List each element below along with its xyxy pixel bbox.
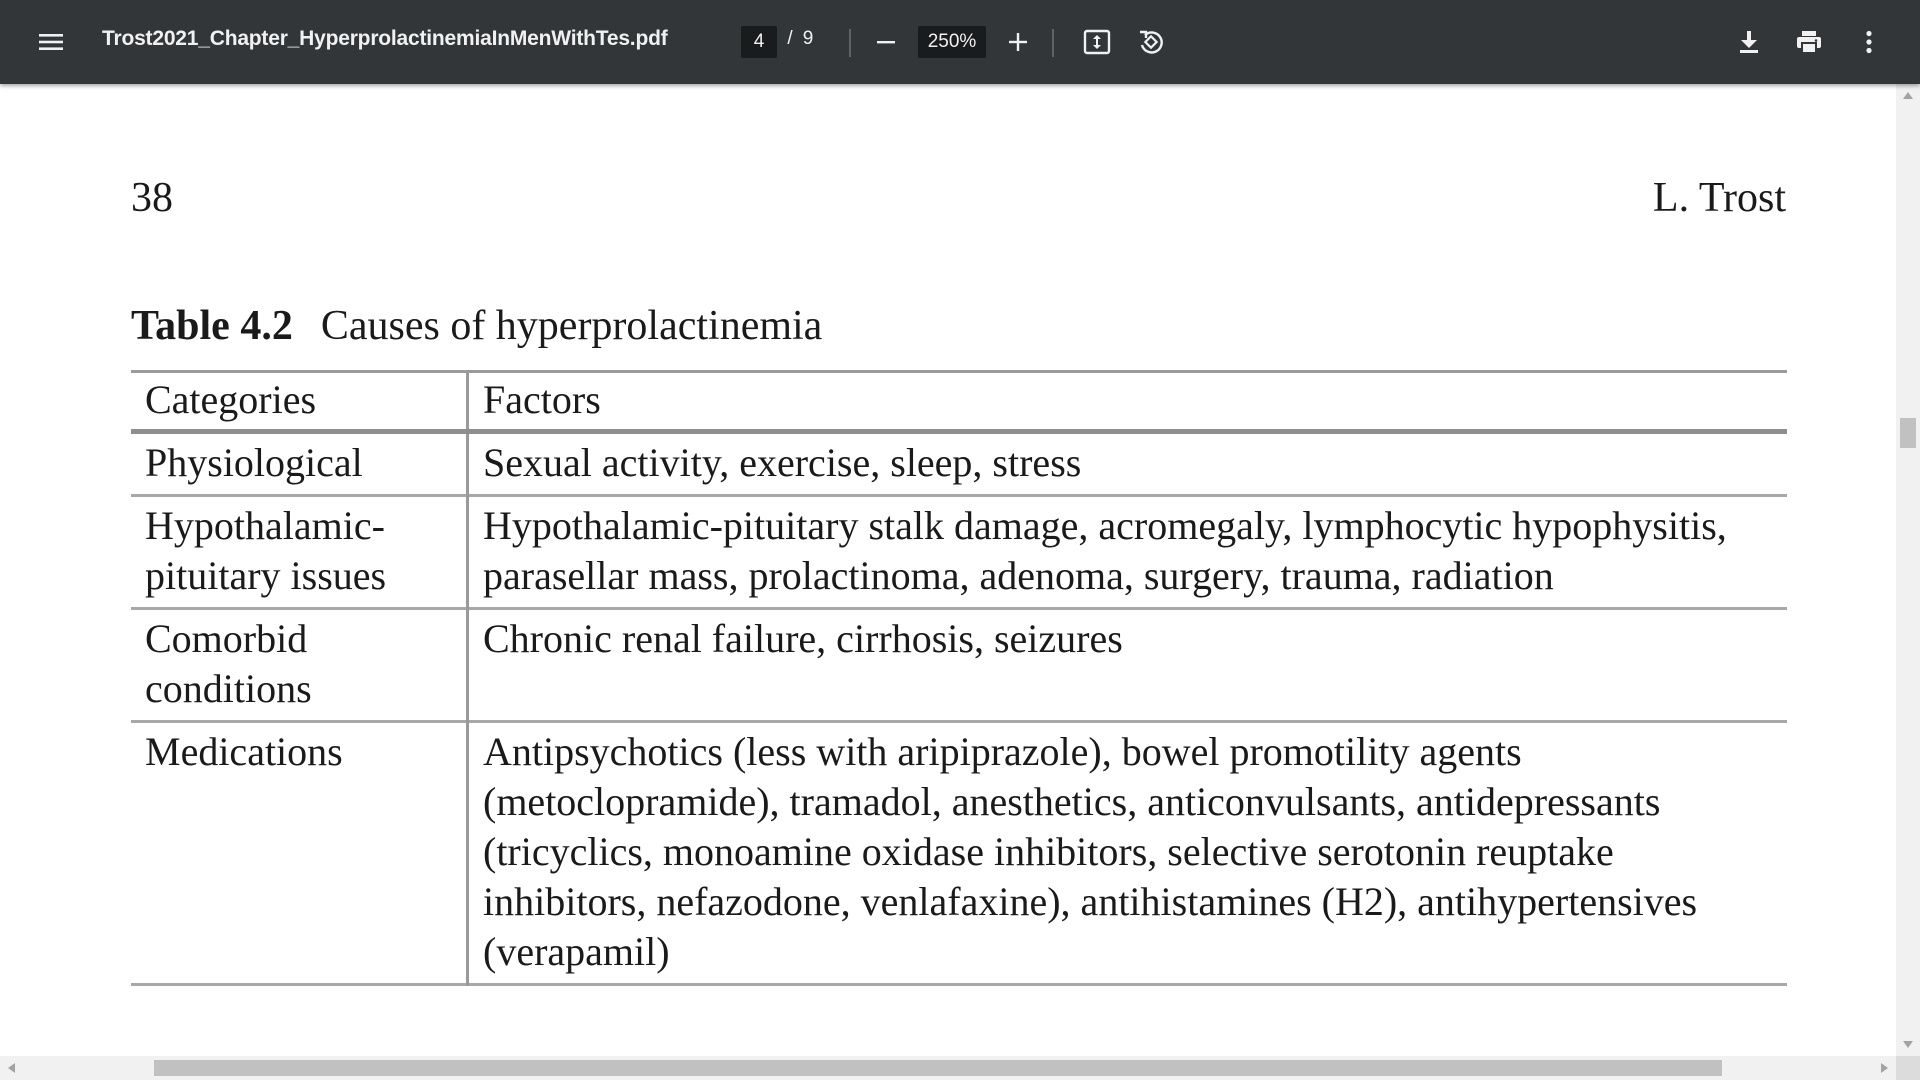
causes-table — [131, 370, 1787, 986]
scroll-up-arrow[interactable] — [1903, 92, 1913, 99]
header-factors: Factors — [483, 377, 601, 422]
vertical-scroll-thumb[interactable] — [1900, 418, 1916, 448]
factors-cell: Chronic renal failure, cirrhosis, seizures — [483, 616, 1123, 661]
category-cell: Hypothalamic-pituitary issues — [131, 496, 468, 609]
zoom-out-button[interactable] — [866, 22, 906, 62]
document-viewport[interactable] — [0, 84, 1896, 1056]
horizontal-scrollbar[interactable] — [0, 1056, 1896, 1080]
table-title: Causes of hyperprolactinemia — [320, 303, 823, 349]
total-pages: 9 — [802, 28, 814, 49]
more-actions-button[interactable] — [1849, 22, 1889, 62]
factors-cell: Antipsychotics (less with aripiprazole), bowel promotility agents (metoclopramide), tramadol, anesthetics, anticonvulsants, antidepressants (tricyclics, monoamine oxidase inhibitors, selective serotonin reuptake inhibitors, nefazodone, venlafaxine), antihistamines (H2), antihypertensives (verapamil) — [483, 729, 1698, 974]
pdf-page — [0, 84, 1896, 1056]
scrollbar-corner — [1896, 1056, 1920, 1080]
table-caption — [131, 302, 822, 350]
running-head: L. Trost — [1652, 175, 1786, 221]
page-number-input[interactable]: 4 — [741, 26, 777, 58]
horizontal-scroll-thumb[interactable] — [154, 1060, 1722, 1076]
category-cell: Comorbid conditions — [131, 609, 468, 722]
table-label: Table 4.2 — [131, 303, 293, 349]
table-row — [131, 432, 1787, 496]
category-cell: Medications — [131, 722, 468, 985]
header-categories: Categories — [131, 372, 468, 432]
fit-to-page-icon — [1083, 29, 1111, 55]
plus-icon — [1008, 32, 1028, 52]
rotate-button[interactable] — [1131, 22, 1171, 62]
vertical-scrollbar[interactable] — [1896, 84, 1920, 1056]
menu-button[interactable] — [31, 22, 71, 62]
table-row — [131, 609, 1787, 722]
zoom-level-input[interactable]: 250% — [918, 26, 986, 58]
scroll-down-arrow[interactable] — [1903, 1041, 1913, 1048]
page-number: 38 — [131, 175, 173, 221]
factors-cell: Sexual activity, exercise, sleep, stress — [483, 440, 1082, 485]
toolbar-divider — [1052, 29, 1054, 57]
fit-to-page-button[interactable] — [1077, 22, 1117, 62]
menu-icon — [38, 32, 64, 52]
download-button[interactable] — [1729, 22, 1769, 62]
table-header-row — [131, 372, 1787, 432]
more-vert-icon — [1865, 30, 1873, 54]
scroll-right-arrow[interactable] — [1881, 1063, 1888, 1073]
table-row — [131, 722, 1787, 985]
factors-cell: Hypothalamic-pituitary stalk damage, acromegaly, lymphocytic hypophysitis, parasellar mass, prolactinoma, adenoma, surgery, trauma, radiation — [483, 503, 1727, 598]
toolbar-divider — [849, 29, 851, 57]
category-cell: Physiological — [131, 432, 468, 496]
page-separator: / — [787, 28, 793, 49]
document-title: Trost2021_Chapter_HyperprolactinemiaInMenWithTes.pdf — [102, 27, 668, 50]
table-row — [131, 496, 1787, 609]
zoom-in-button[interactable] — [998, 22, 1038, 62]
minus-icon — [876, 32, 896, 52]
pdf-toolbar — [0, 0, 1920, 84]
print-icon — [1796, 30, 1822, 54]
print-button[interactable] — [1789, 22, 1829, 62]
download-icon — [1738, 30, 1760, 54]
rotate-counterclockwise-icon — [1137, 28, 1165, 56]
scroll-left-arrow[interactable] — [8, 1063, 15, 1073]
